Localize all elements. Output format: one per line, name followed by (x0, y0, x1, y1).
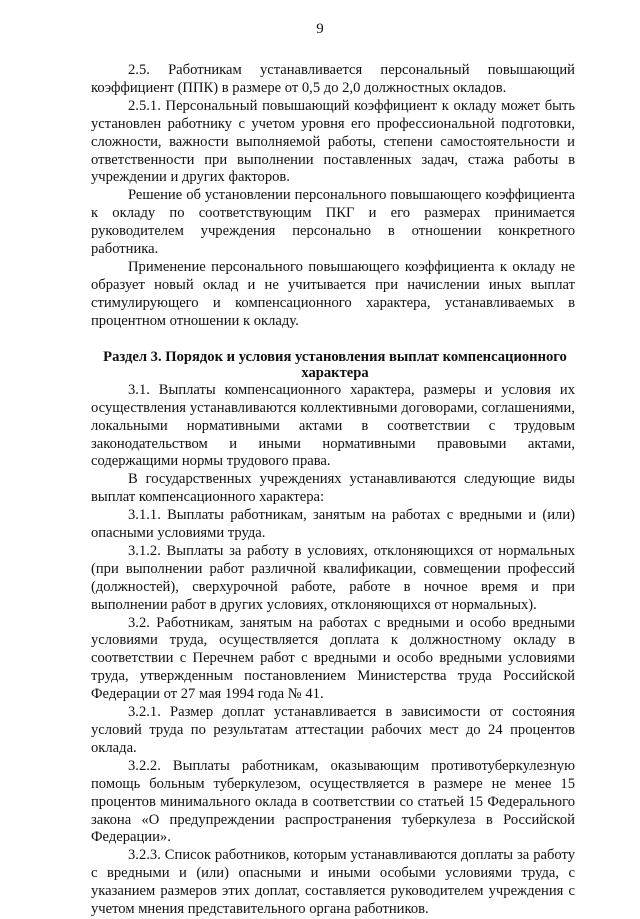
paragraph-state-institutions: В государственных учреждениях устанавливаются следующие виды выплат компенсационного характера: (91, 471, 575, 506)
paragraph-3-1-1: 3.1.1. Выплаты работникам, занятым на работах с вредными и (или) опасными условиями труда. (91, 507, 575, 542)
paragraph-3-2-2: 3.2.2. Выплаты работникам, оказывающим противотуберкулезную помощь больным туберкулезом, осуществляется в размере не менее 15 процентов минимального оклада в соответствии со статьей 15 Федерального закона «О предупреждении распространения туберкулеза в Российской Федерации». (91, 757, 575, 846)
paragraph-ppk-decision: Решение об установлении персонального повышающего коэффициента к окладу по соответствующим ПКГ и его размерах принимается руководителем учреждения персонально в отношении конкретного работника. (91, 187, 575, 258)
paragraph-3-2-3: 3.2.3. Список работников, которым устанавливаются доплаты за работу с вредными и (или) опасными и иными особыми условиями труда, с указанием размеров этих доплат, составляется руководителем учреждения с учетом мнения представительного органа работников. (91, 847, 575, 918)
paragraph-3-2-1: 3.2.1. Размер доплат устанавливается в зависимости от состояния условий труда по результатам аттестации рабочих мест до 24 процентов оклада. (91, 704, 575, 756)
section-spacer (91, 331, 575, 349)
paragraph-3-2: 3.2. Работникам, занятым на работах с вредными и особо вредными условиями труда, осуществляется доплата к должностному окладу в соответствии с Перечнем работ с вредными и особо вредными условиями труда, утвержденным постановлением Министерства труда Российской Федерации от 27 мая 1994 года № 41. (91, 614, 575, 703)
section-heading: Раздел 3. Порядок и условия установления выплат компенсационного характера (103, 348, 567, 382)
paragraph-2-5-1: 2.5.1. Персональный повышающий коэффициент к окладу может быть установлен работнику с учетом уровня его профессиональной подготовки, сложности, важности выполняемой работы, степени самостоятельности и ответственности при выполнении поставленных задач, стажа работы в учреждении и других факторов. (91, 97, 575, 186)
paragraph-ppk-application: Применение персонального повышающего коэффициента к окладу не образует новый оклад и не учитывается при начислении иных выплат стимулирующего и компенсационного характера, устанавливаемых в процентном отношении к окладу. (91, 258, 575, 329)
paragraph-3-1-2: 3.1.2. Выплаты за работу в условиях, отклоняющихся от нормальных (при выполнении работ различной квалификации, совмещении профессий (должностей), сверхурочной работе, работе в ночное время и при выполнении работ в других условиях, отклоняющихся от нормальных). (91, 542, 575, 613)
paragraph-2-5: 2.5. Работникам устанавливается персональный повышающий коэффициент (ППК) в размере от 0,5 до 2,0 должностных окладов. (91, 62, 575, 96)
page-number: 9 (316, 21, 324, 37)
document-body (91, 62, 575, 919)
paragraph-3-1: 3.1. Выплаты компенсационного характера, размеры и условия их осуществления устанавливаются коллективными договорами, соглашениями, локальными нормативными актами в соответствии с трудовым законодательством и иными нормативными правовыми актами, содержащими нормы трудового права. (91, 381, 575, 470)
